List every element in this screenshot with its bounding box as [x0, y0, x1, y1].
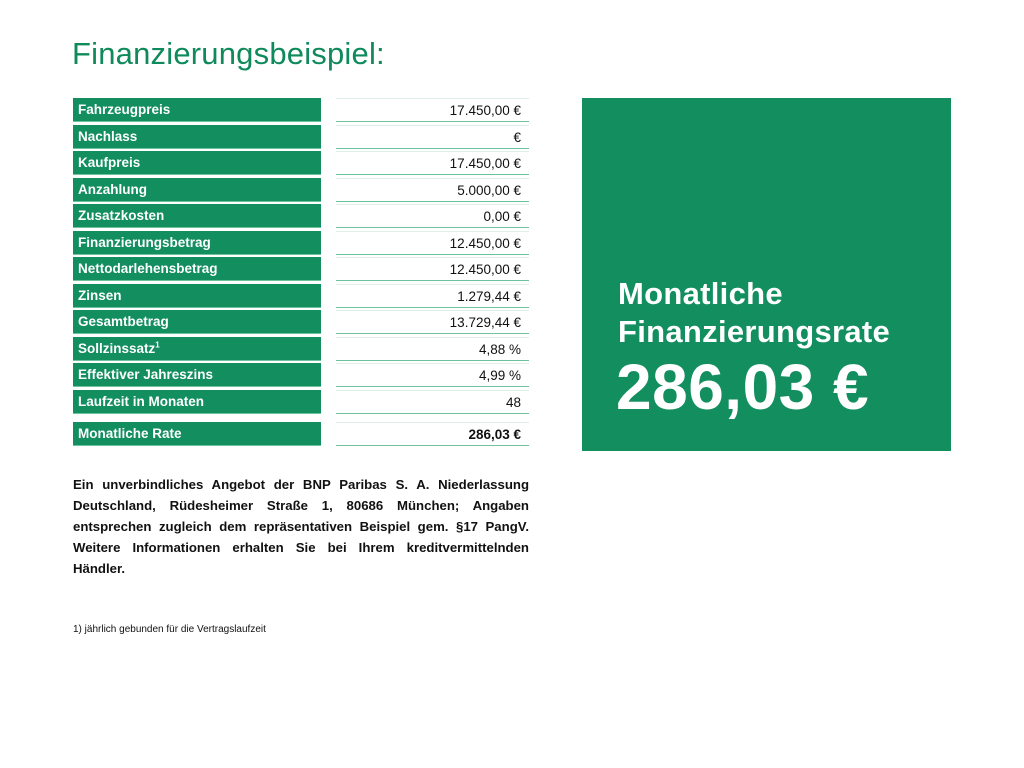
row-value: 1.279,44 €	[336, 284, 529, 308]
table-row-total	[73, 422, 529, 446]
table-row	[73, 151, 529, 175]
monthly-rate-box	[582, 98, 951, 451]
rate-heading-line1: Monatliche	[618, 276, 783, 311]
table-row	[73, 231, 529, 255]
row-label: Fahrzeugpreis	[73, 98, 321, 122]
disclaimer-text: Ein unverbindliches Angebot der BNP Paribas S. A. Niederlassung Deutschland, Rüdesheimer Straße 1, 80686 München; Angaben entsprechen zugleich dem repräsentativen Beispiel gem. §17 PangV. Weitere Informationen erhalten Sie bei Ihrem kreditvermittelnden Händler.	[73, 477, 529, 576]
table-row	[73, 125, 529, 149]
row-label: Finanzierungsbetrag	[73, 231, 321, 255]
footnote: 1) jährlich gebunden für die Vertragslaufzeit	[73, 624, 266, 635]
row-label: Anzahlung	[73, 178, 321, 202]
rate-amount: 286,03 €	[616, 351, 870, 423]
row-value: 4,88 %	[336, 337, 529, 361]
table-row	[73, 178, 529, 202]
row-value: €	[336, 125, 529, 149]
footnote-marker: 1	[155, 340, 160, 349]
page-title: Finanzierungsbeispiel:	[72, 36, 385, 71]
table-row	[73, 257, 529, 281]
row-label: Laufzeit in Monaten	[73, 390, 321, 414]
row-value: 4,99 %	[336, 363, 529, 387]
row-label: Zinsen	[73, 284, 321, 308]
row-label	[73, 337, 321, 361]
total-label: Monatliche Rate	[73, 422, 321, 446]
row-value: 13.729,44 €	[336, 310, 529, 334]
row-value: 48	[336, 390, 529, 414]
table-row	[73, 204, 529, 228]
rate-heading-line2: Finanzierungsrate	[618, 314, 891, 349]
table-row	[73, 284, 529, 308]
row-label: Nettodarlehensbetrag	[73, 257, 321, 281]
row-label: Effektiver Jahreszins	[73, 363, 321, 387]
financing-table	[73, 98, 529, 448]
table-row	[73, 310, 529, 334]
table-row	[73, 337, 529, 361]
row-label: Gesamtbetrag	[73, 310, 321, 334]
row-value: 12.450,00 €	[336, 257, 529, 281]
row-label: Kaufpreis	[73, 151, 321, 175]
row-value: 17.450,00 €	[336, 98, 529, 122]
row-value: 0,00 €	[336, 204, 529, 228]
row-value: 5.000,00 €	[336, 178, 529, 202]
row-value: 17.450,00 €	[336, 151, 529, 175]
table-row	[73, 363, 529, 387]
table-row	[73, 390, 529, 414]
row-label-text: Sollzinssatz	[78, 340, 156, 356]
row-value: 12.450,00 €	[336, 231, 529, 255]
row-label: Zusatzkosten	[73, 204, 321, 228]
total-value: 286,03 €	[336, 422, 529, 446]
table-row	[73, 98, 529, 122]
row-label: Nachlass	[73, 125, 321, 149]
